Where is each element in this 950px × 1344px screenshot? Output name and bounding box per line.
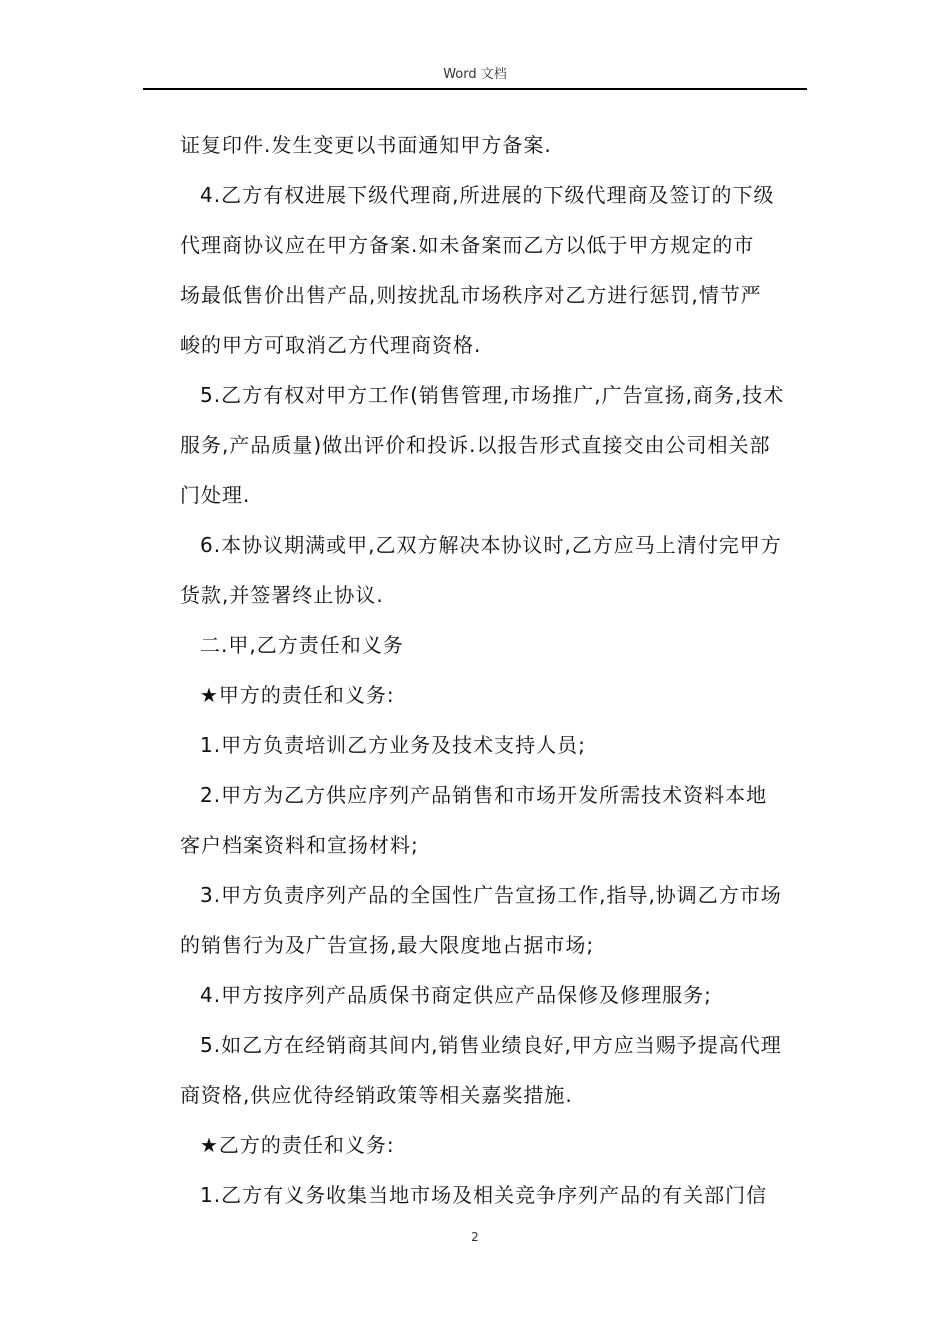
text-line: 二.甲,乙方责任和义务 [200,633,404,657]
text-line: 4.乙方有权进展下级代理商,所进展的下级代理商及签订的下级 [200,183,775,207]
text-line: ★甲方的责任和义务: [200,683,395,707]
text-line: 1.甲方负责培训乙方业务及技术支持人员; [200,733,586,757]
text-line: 代理商协议应在甲方备案.如未备案而乙方以低于甲方规定的市 [180,233,755,257]
text-line: 场最低售价出售产品,则按扰乱市场秩序对乙方进行惩罚,情节严 [180,283,762,307]
text-line: 服务,产品质量)做出评价和投诉.以报告形式直接交由公司相关部 [180,433,771,457]
text-line: 2.甲方为乙方供应序列产品销售和市场开发所需技术资料本地 [200,783,768,807]
text-line: ★乙方的责任和义务: [200,1133,395,1157]
text-line: 5.乙方有权对甲方工作(销售管理,市场推广,广告宣扬,商务,技术 [200,383,785,407]
text-line: 证复印件.发生变更以书面通知甲方备案. [180,133,552,157]
text-line: 门处理. [180,483,251,507]
text-line: 货款,并签署终止协议. [180,583,384,607]
text-line: 4.甲方按序列产品质保书商定供应产品保修及修理服务; [200,983,712,1007]
text-line: 峻的甲方可取消乙方代理商资格. [180,333,482,357]
text-line: 1.乙方有义务收集当地市场及相关竞争序列产品的有关部门信 [200,1183,768,1207]
document-body [180,120,810,1220]
page-header [143,62,807,90]
text-line: 客户档案资料和宣扬材料; [180,833,419,857]
text-line: 5.如乙方在经销商其间内,销售业绩良好,甲方应当赐予提高代理 [200,1033,782,1057]
text-line: 3.甲方负责序列产品的全国性广告宣扬工作,指导,协调乙方市场 [200,883,782,907]
header-title: Word 文档 [443,67,507,82]
text-line: 商资格,供应优待经销政策等相关嘉奖措施. [180,1083,573,1107]
page-number: 2 [471,1230,479,1244]
page-footer [0,1230,950,1244]
text-line: 的销售行为及广告宣扬,最大限度地占据市场; [180,933,595,957]
text-line: 6.本协议期满或甲,乙双方解决本协议时,乙方应马上清付完甲方 [200,533,782,557]
